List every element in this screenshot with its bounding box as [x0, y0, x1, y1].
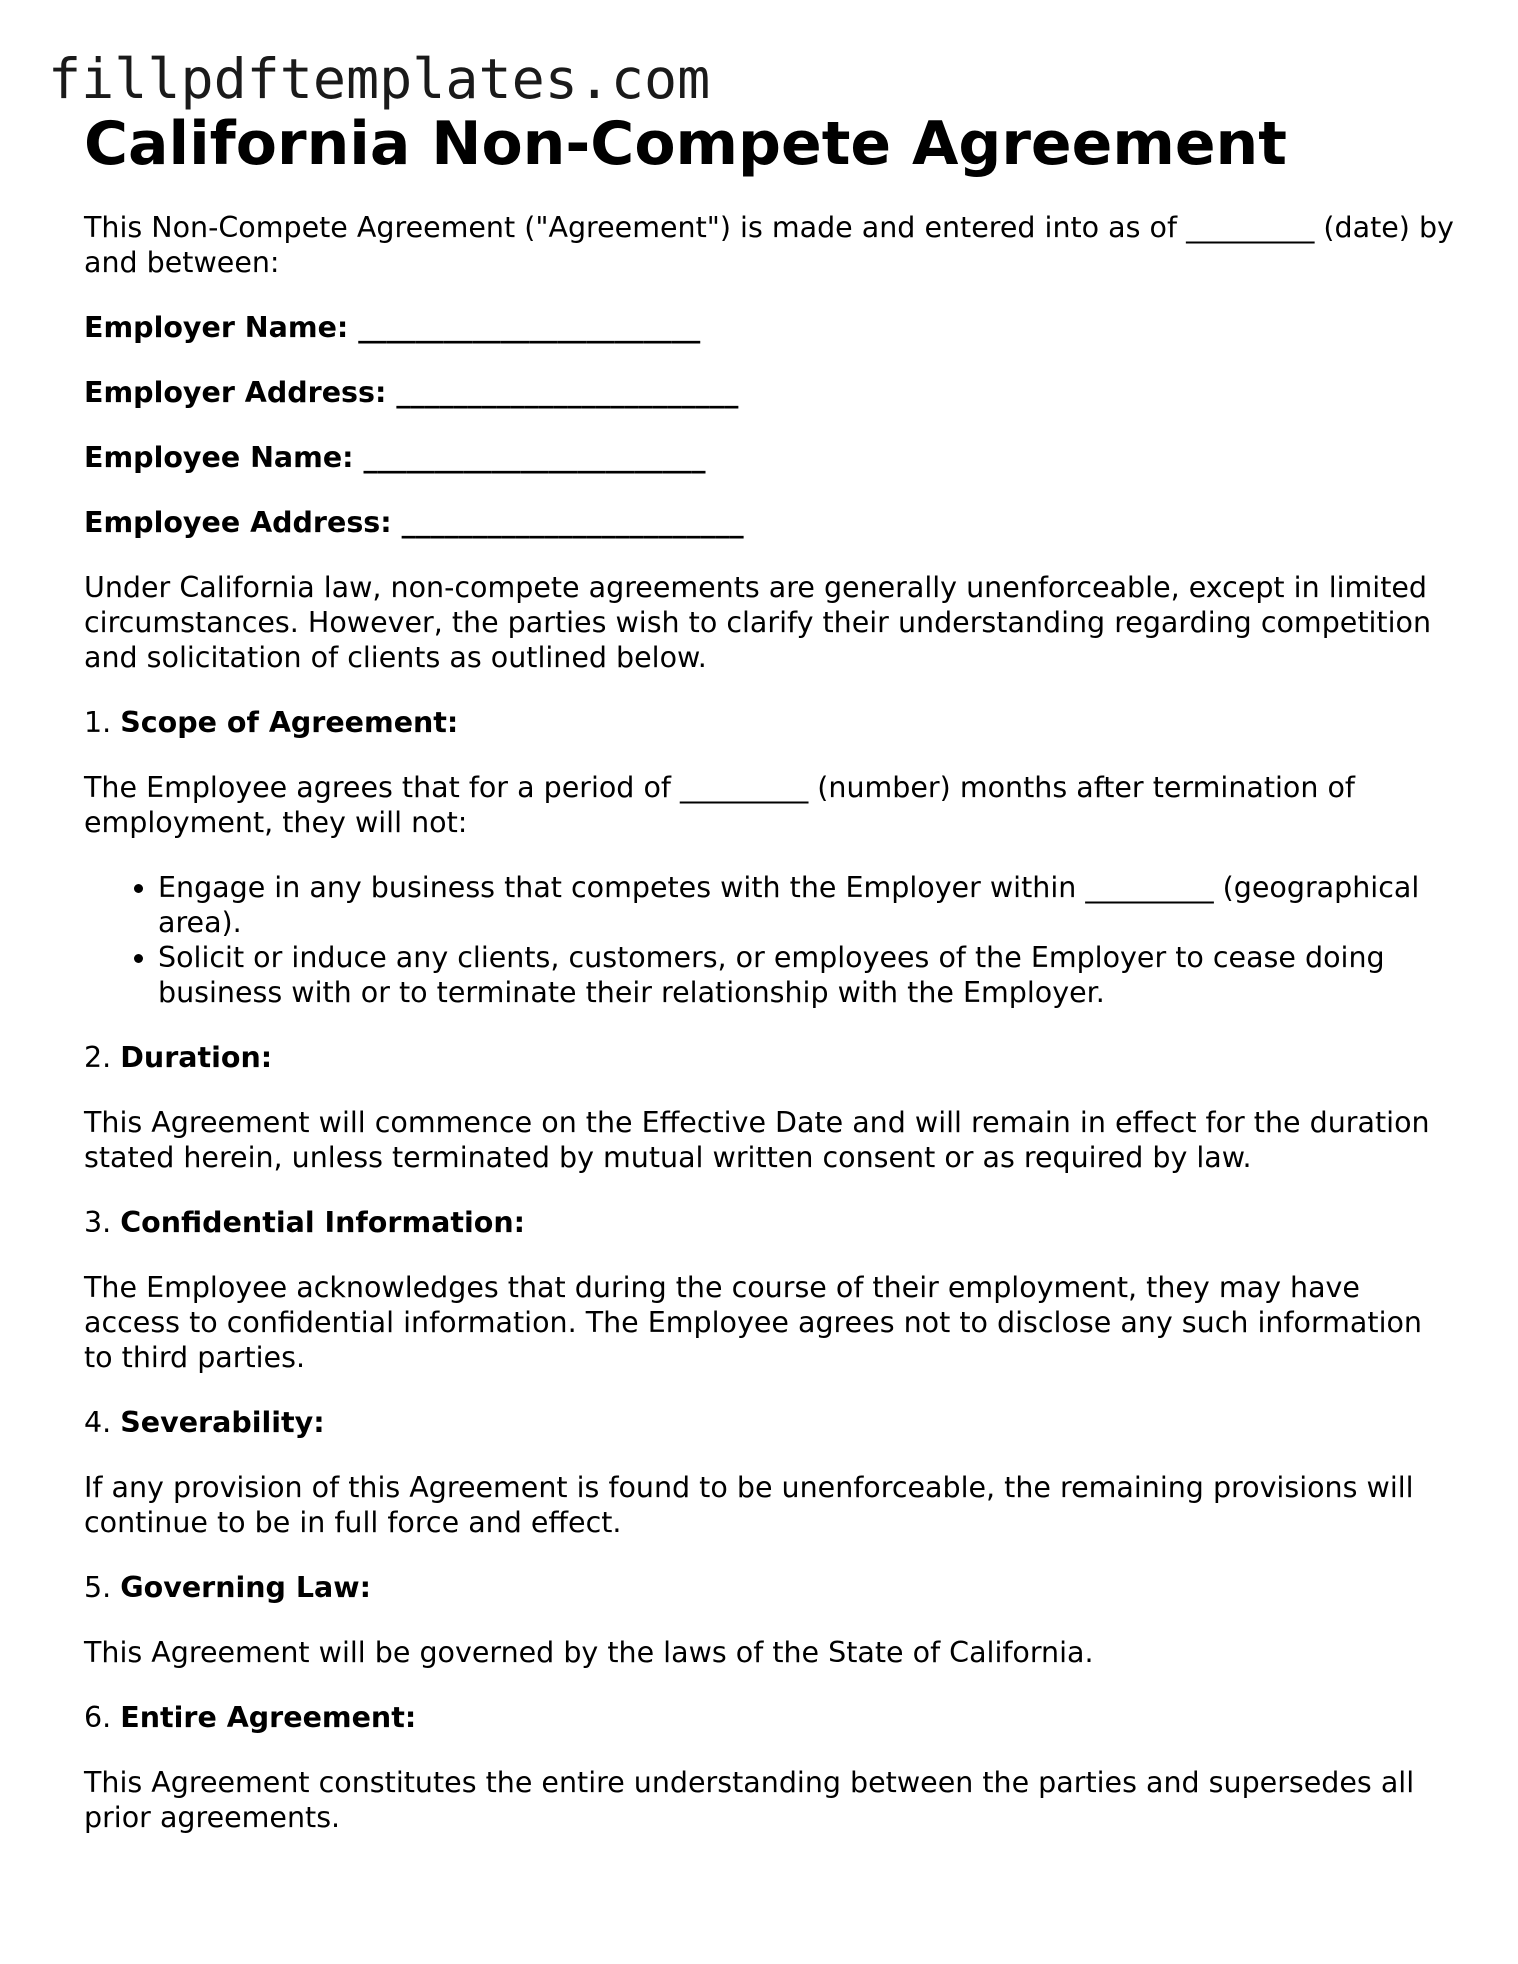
- section-number: 1.: [84, 706, 112, 739]
- section-body-confidential: The Employee acknowledges that during the course of their employment, they may have access to confidential information. The Employee agrees not to disclose any such information to third parties.: [84, 1271, 1422, 1374]
- field-label: Employer Address:: [84, 376, 387, 409]
- watermark: fillpdftemplates.com: [48, 47, 711, 111]
- section-body-scope: The Employee agrees that for a period of _________ (number) months after termination of employment, they will not:: [84, 771, 1355, 839]
- employee-name-blank: ________________________: [363, 441, 706, 474]
- section-number: 4.: [84, 1406, 112, 1439]
- section-body-entire-agreement: This Agreement constitutes the entire understanding between the parties and supersedes all prior agreements.: [84, 1766, 1415, 1834]
- section-number: 2.: [84, 1041, 112, 1074]
- section-number: 6.: [84, 1701, 112, 1734]
- section-title: Entire Agreement:: [120, 1701, 417, 1734]
- scope-bullet-list: [84, 870, 1454, 1010]
- section-title: Scope of Agreement:: [120, 706, 459, 739]
- section-title: Severability:: [120, 1406, 325, 1439]
- section-heading-scope: [84, 705, 1454, 740]
- section-heading-severability: [84, 1405, 1454, 1440]
- section-heading-governing-law: [84, 1570, 1454, 1605]
- section-title: Duration:: [120, 1041, 273, 1074]
- document: [84, 106, 1454, 1835]
- employer-name-field: [84, 310, 1454, 345]
- section-title: Confidential Information:: [120, 1206, 526, 1239]
- field-label: Employee Address:: [84, 506, 392, 539]
- section-number: 3.: [84, 1206, 112, 1239]
- list-item: • Solicit or induce any clients, customers, or employees of the Employer to cease doing business with or to terminate their relationship with the Employer.: [158, 940, 1454, 1010]
- employer-address-field: [84, 375, 1454, 410]
- section-body-duration: This Agreement will commence on the Effective Date and will remain in effect for the duration stated herein, unless terminated by mutual written consent or as required by law.: [84, 1106, 1430, 1174]
- intro-paragraph: This Non-Compete Agreement ("Agreement") is made and entered into as of _________ (date) by and between:: [84, 211, 1454, 279]
- field-label: Employee Name:: [84, 441, 354, 474]
- section-title: Governing Law:: [120, 1571, 371, 1604]
- section-heading-duration: [84, 1040, 1454, 1075]
- section-heading-entire-agreement: [84, 1700, 1454, 1735]
- preamble-paragraph: Under California law, non-compete agreements are generally unenforceable, except in limited circumstances. However, the parties wish to clarify their understanding regarding competition and solicitation of clients as outlined below.: [84, 571, 1432, 674]
- employee-name-field: [84, 440, 1454, 475]
- page-title: California Non-Compete Agreement: [84, 109, 1287, 179]
- section-heading-confidential: [84, 1205, 1454, 1240]
- list-item: • Engage in any business that competes with the Employer within _________ (geographical area).: [158, 870, 1454, 940]
- employee-address-blank: ________________________: [401, 506, 744, 539]
- employee-address-field: [84, 505, 1454, 540]
- section-body-severability: If any provision of this Agreement is found to be unenforceable, the remaining provisions will continue to be in full force and effect.: [84, 1471, 1414, 1539]
- field-label: Employer Name:: [84, 311, 349, 344]
- employer-address-blank: ________________________: [396, 376, 739, 409]
- section-body-governing-law: This Agreement will be governed by the laws of the State of California.: [84, 1636, 1094, 1669]
- employer-name-blank: ________________________: [358, 311, 701, 344]
- section-number: 5.: [84, 1571, 112, 1604]
